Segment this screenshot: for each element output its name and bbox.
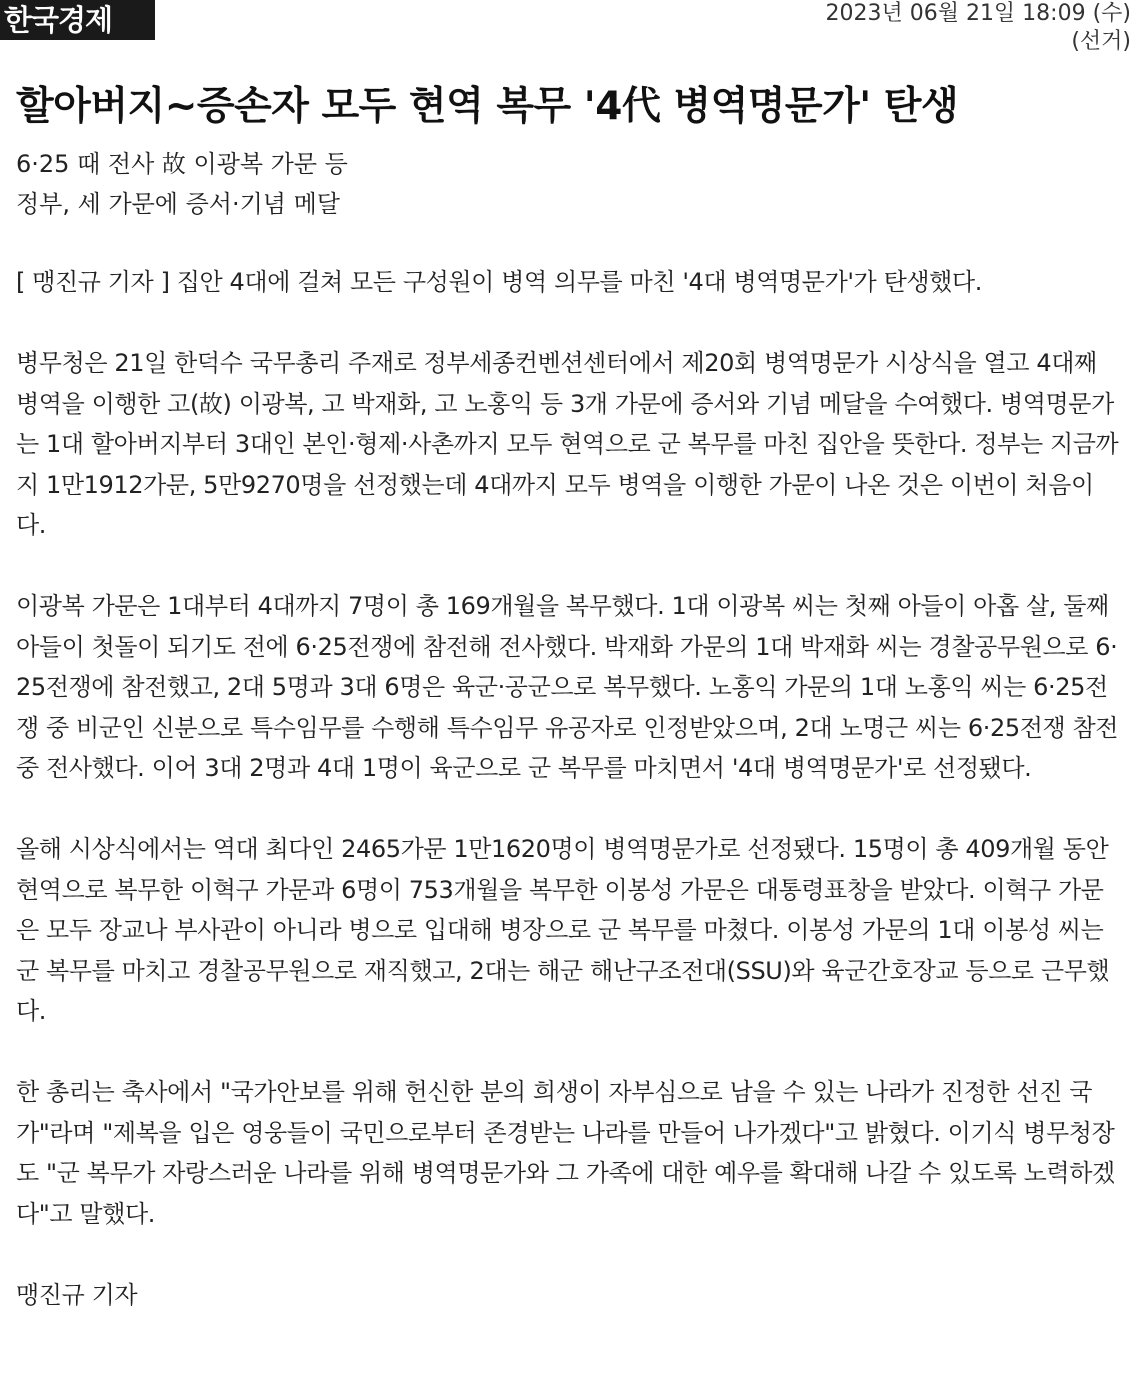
article-byline: 맹진규 기자 bbox=[16, 1280, 138, 1309]
article-body bbox=[16, 262, 1122, 1315]
article-headline: 할아버지~증손자 모두 현역 복무 '4代 병역명문가' 탄생 bbox=[16, 84, 959, 129]
article-paragraph: 올해 시상식에서는 역대 최다인 2465가문 1만1620명이 병역명문가로 선정됐다. 15명이 총 409개월 동안 현역으로 복무한 이혁구 가문과 6명이 753개월을 복무한 이봉성 가문은 대통령표창을 받았다. 이혁구 가문은 모두 장교나 부사관이 아니라 병으로 입대해 병장으로 군 복무를 마쳤다. 이봉성 가문의 1대 이봉성 씨는 군 복무를 마치고 경찰공무원으로 재직했고, 2대는 해군 해난구조전대(SSU)와 육군간호장교 등으로 근무했다. bbox=[16, 835, 1110, 1025]
article-paragraph: 이광복 가문은 1대부터 4대까지 7명이 총 169개월을 복무했다. 1대 이광복 씨는 첫째 아들이 아홉 살, 둘째 아들이 첫돌이 되기도 전에 6·25전쟁에 참전해 전사했다. 박재화 가문의 1대 박재화 씨는 경찰공무원으로 6·25전쟁에 참전했고, 2대 5명과 3대 6명은 육군·공군으로 복무했다. 노홍익 가문의 1대 노홍익 씨는 6·25전쟁 중 비군인 신분으로 특수임무를 수행해 특수임무 유공자로 인정받았으며, 2대 노명근 씨는 6·25전쟁 참전 중 전사했다. 이어 3대 2명과 4대 1명이 육군으로 군 복무를 마치면서 '4대 병역명문가'로 선정됐다. bbox=[16, 592, 1119, 782]
article-subtitles bbox=[16, 144, 348, 224]
newspaper-logo: 한국경제 bbox=[0, 0, 155, 40]
article-paragraph: 병무청은 21일 한덕수 국무총리 주재로 정부세종컨벤션센터에서 제20회 병역명문가 시상식을 열고 4대째 병역을 이행한 고(故) 이광복, 고 박재화, 고 노홍익 등 3개 가문에 증서와 기념 메달을 수여했다. 병역명문가는 1대 할아버지부터 3대인 본인·형제·사촌까지 모두 현역으로 군 복무를 마친 집안을 뜻한다. 정부는 지금까지 1만1912가문, 5만9270명을 선정했는데 4대까지 모두 병역을 이행한 가문이 나온 것은 이번이 처음이다. bbox=[16, 349, 1119, 539]
subtitle-line: 정부, 세 가문에 증서·기념 메달 bbox=[16, 190, 340, 218]
article-paragraph: [ 맹진규 기자 ] 집안 4대에 걸쳐 모든 구성원이 병역 의무를 마친 '4대 병역명문가'가 탄생했다. bbox=[16, 268, 982, 296]
article-meta bbox=[825, 0, 1131, 56]
article-paragraph: 한 총리는 축사에서 "국가안보를 위해 헌신한 분의 희생이 자부심으로 남을 수 있는 나라가 진정한 선진 국가"라며 "제복을 입은 영웅들이 국민으로부터 존경받는 나라를 만들어 나가겠다"고 밝혔다. 이기식 병무청장도 "군 복무가 자랑스러운 나라를 위해 병역명문가와 그 가족에 대한 예우를 확대해 나갈 수 있도록 노력하겠다"고 말했다. bbox=[16, 1078, 1115, 1228]
section-label: (선거) bbox=[1071, 29, 1131, 54]
publish-datetime: 2023년 06월 21일 18:09 (수) bbox=[825, 1, 1131, 26]
subtitle-line: 6·25 때 전사 故 이광복 가문 등 bbox=[16, 150, 348, 178]
